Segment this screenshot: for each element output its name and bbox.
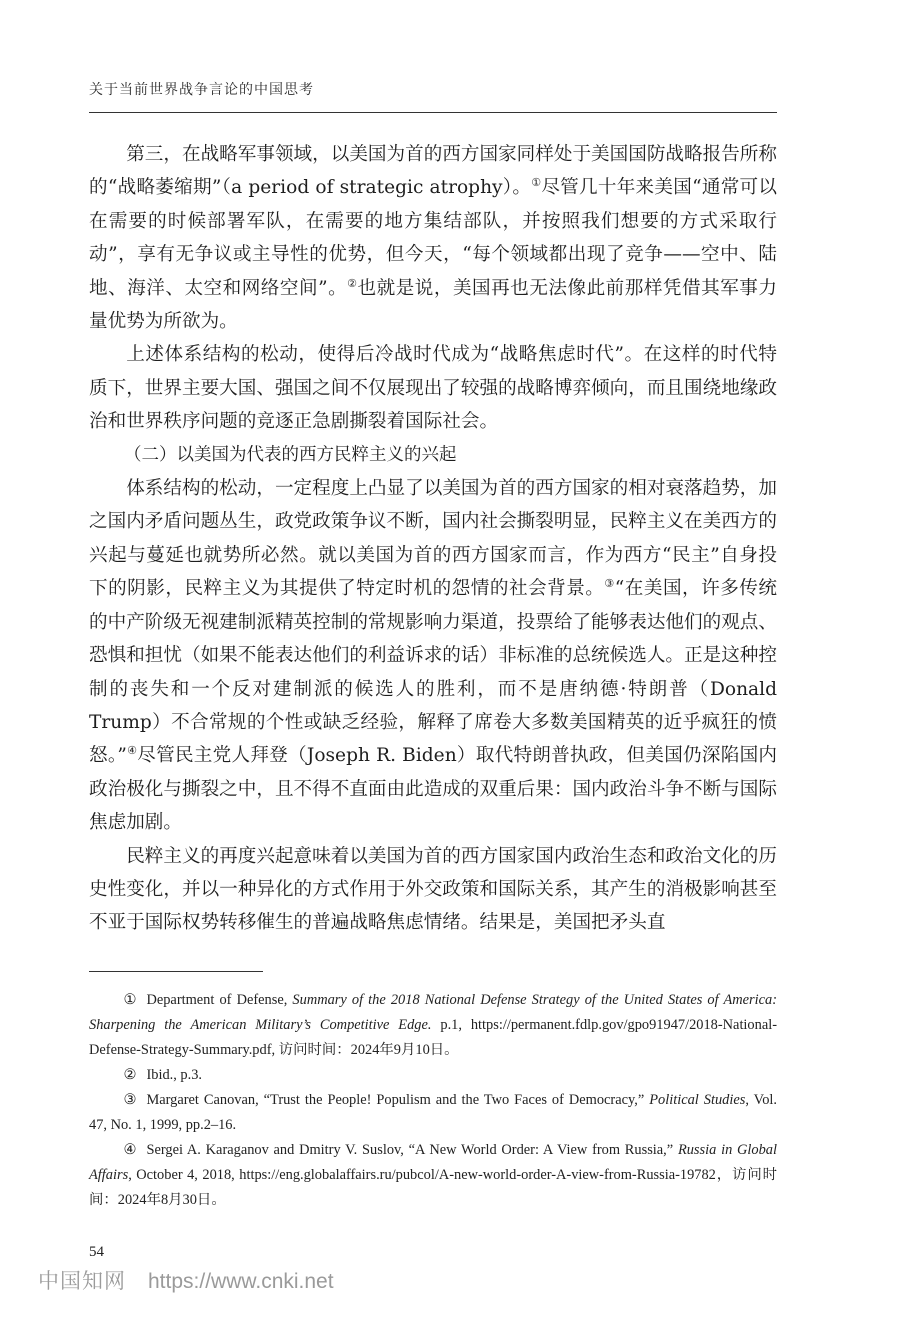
watermark-logo-text: 中国知网 [38,1270,126,1293]
paragraph-populism-rise [89,472,777,839]
paragraph-text: “在美国，许多传统的中产阶级无视建制派精英控制的常规影响力渠道，投票给了能够表达他们的观点、恐惧和担忧（如果不能表达他们的利益诉求的话）非标准的总统候选人。正是这种控制的丧失和一个反对建制派的候选人的胜利，而不是唐纳德·特朗普（Donald Trump）不合常规的个性或缺乏经验，解释了席卷大多数美国精英的近乎疯狂的愤怒。” [89,578,777,767]
footnote-text: Margaret Canovan, “Trust the People! Populism and the Two Faces of Democracy,” [146,1092,650,1108]
paragraph-military-domain [89,138,777,338]
footnote-marker: ② [123,1067,137,1083]
footnote-2 [89,1063,777,1088]
footnote-4 [89,1138,777,1213]
footnote-reference-4[interactable]: ④ [126,744,138,758]
footnote-text: p.1, https://permanent.fdlp.gov/gpo91947/2018-National-Defense-Strategy-Summary.pdf, 访问时间：2024年9月10日。 [89,1017,778,1058]
footnote-marker: ① [123,992,137,1008]
footnotes-section [89,988,777,1213]
paragraph-text: 尽管民主党人拜登（Joseph R. Biden）取代特朗普执政，但美国仍深陷国内政治极化与撕裂之中，且不得不直面由此造成的双重后果：国内政治斗争不断与国际焦虑加剧。 [89,745,778,834]
page-number: 54 [89,1244,104,1260]
footnote-3 [89,1088,777,1138]
section-subheading: （二）以美国为代表的西方民粹主义的兴起 [124,444,457,465]
watermark-url: https://www.cnki.net [148,1270,334,1293]
footnote-divider [89,971,263,972]
paragraph-strategic-anxiety: 上述体系结构的松动，使得后冷战时代成为“战略焦虑时代”。在这样的时代特质下，世界主要大国、强国之间不仅展现出了较强的战略博弈倾向，而且围绕地缘政治和世界秩序问题的竞逐正急剧撕裂着国际社会。 [89,344,777,433]
cnki-watermark [38,1265,334,1295]
footnote-marker: ④ [123,1142,137,1158]
paragraph-text: 体系结构的松动，一定程度上凸显了以美国为首的西方国家的相对衰落趋势，加之国内矛盾问题丛生，政党政策争议不断，国内社会撕裂明显，民粹主义在美西方的兴起与蔓延也就势所必然。就以美国为首的西方国家而言，作为西方“民主”自身投下的阴影，民粹主义为其提供了特定时机的怨情的社会背景。 [89,478,777,600]
footnote-text: , October 4, 2018, https://eng.globalaffairs.ru/pubcol/A-new-world-order-A-view-from-Russia-19782，访问时间：2024年8月30日。 [89,1167,777,1208]
footnote-1 [89,988,777,1063]
footnote-title: Russia in Global Affairs [89,1142,777,1183]
running-header-title: 关于当前世界战争言论的中国思考 [89,82,314,98]
footnote-reference-1[interactable]: ① [531,176,542,190]
footnote-text: Department of Defense, [146,992,293,1008]
paragraph-text: 尽管几十年来美国“通常可以在需要的时候部署军队，在需要的地方集结部队，并按照我们想要的方式采取行动”，享有无争议或主导性的优势，但今天，“每个领域都出现了竞争——空中、陆地、海洋、太空和网络空间”。 [89,177,777,299]
footnote-text: Sergei A. Karaganov and Dmitry V. Suslov, “A New World Order: A View from Russia,” [146,1142,678,1158]
footnote-title: Summary of the 2018 National Defense Strategy of the United States of America: Sharpening the American Military’s Competitive Edge. [89,992,778,1033]
main-body-text [89,138,777,940]
paragraph-populism-consequences: 民粹主义的再度兴起意味着以美国为首的西方国家国内政治生态和政治文化的历史性变化，并以一种异化的方式作用于外交政策和国际关系，其产生的消极影响甚至不亚于国际权势转移催生的普遍战略焦虑情绪。结果是，美国把矛头直 [89,845,777,934]
footnote-text: Ibid., p.3. [146,1067,203,1083]
footnote-text: , Vol. 47, No. 1, 1999, pp.2–16. [89,1092,778,1133]
footnote-title: Political Studies [649,1092,746,1108]
paragraph-text: 也就是说，美国再也无法像此前那样凭借其军事力量优势为所欲为。 [89,277,777,333]
footnote-reference-3[interactable]: ③ [604,577,615,591]
paragraph-text: 第三，在战略军事领域，以美国为首的西方国家同样处于美国国防战略报告所称的“战略萎缩期”（a period of strategic atrophy）。 [89,144,777,199]
footnote-reference-2[interactable]: ② [347,276,358,290]
header-divider [89,112,777,113]
footnote-marker: ③ [123,1092,137,1108]
